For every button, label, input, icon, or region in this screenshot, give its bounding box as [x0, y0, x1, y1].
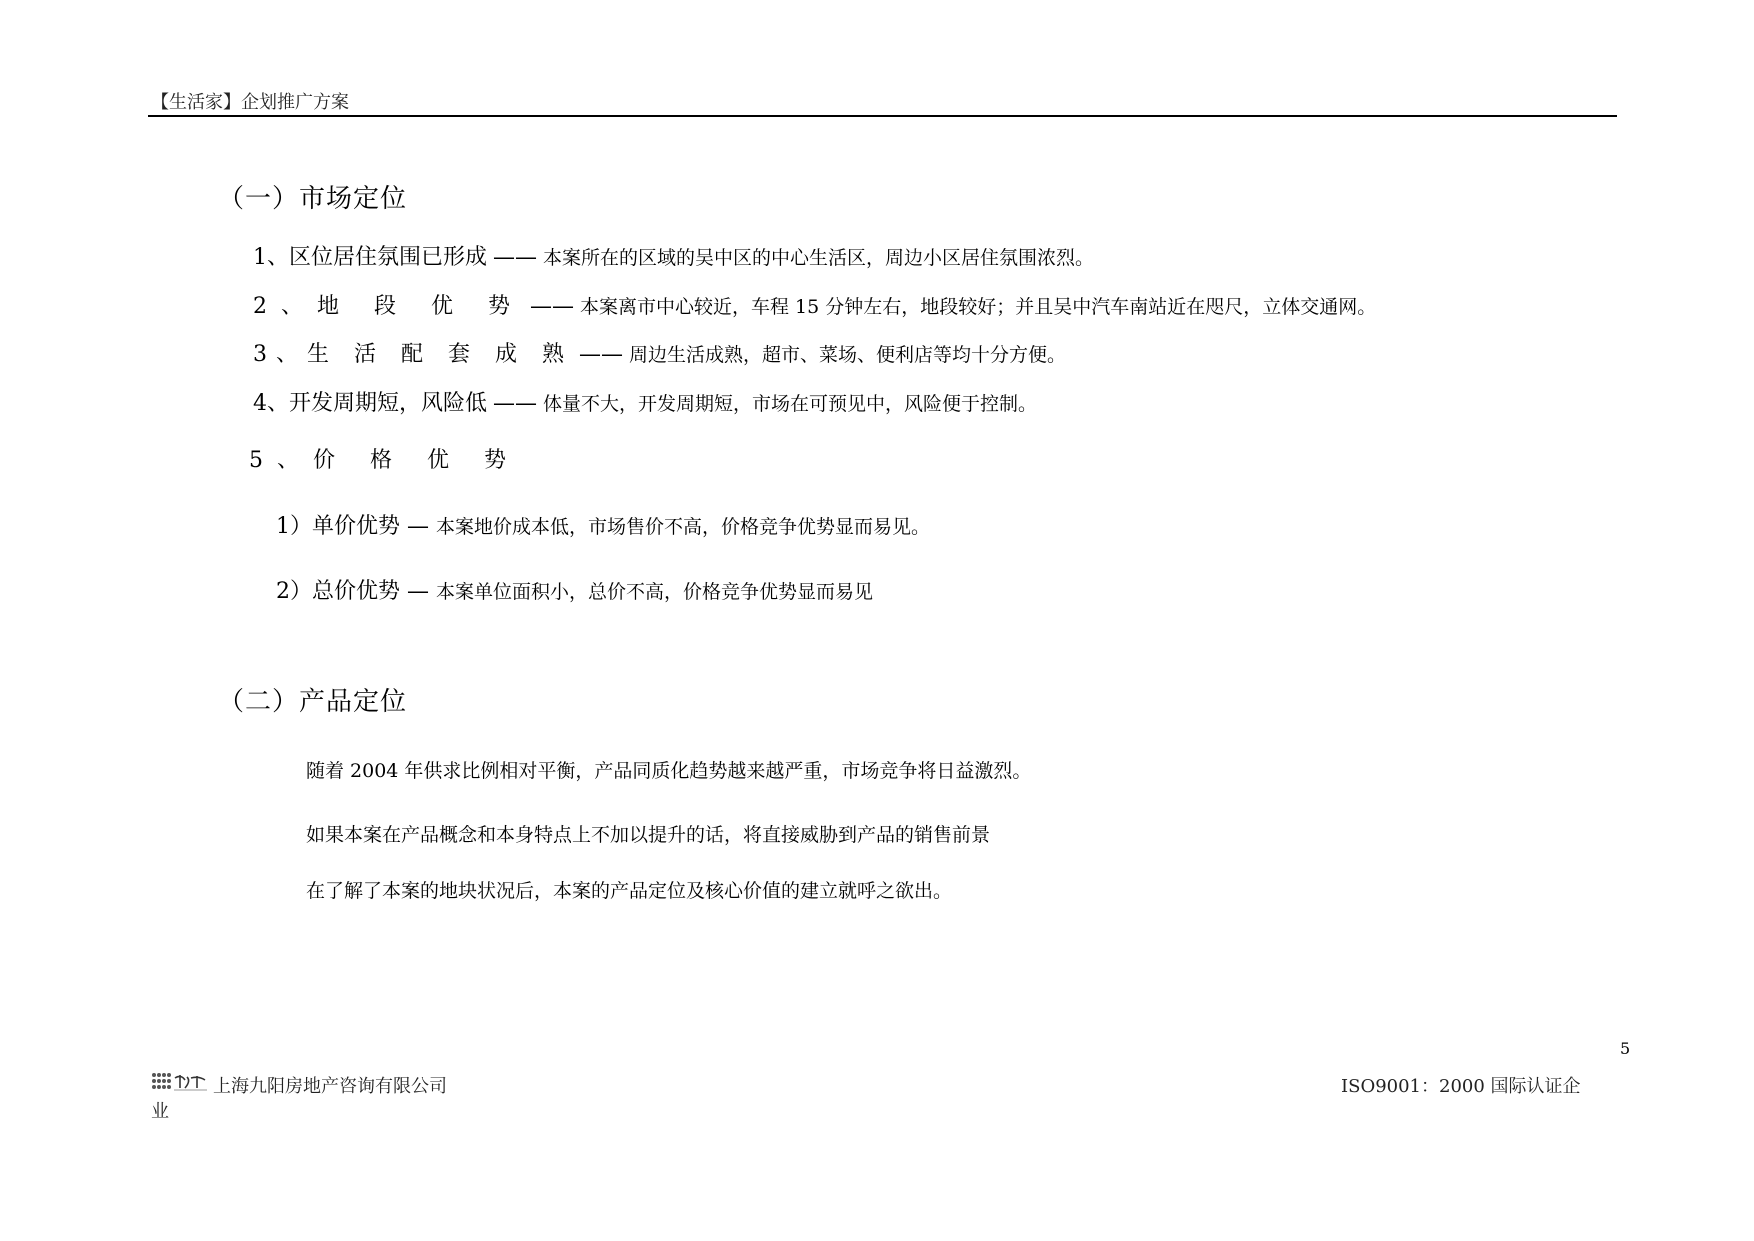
- nine-sun-logo-icon: [151, 1072, 209, 1092]
- header-divider: [148, 115, 1617, 117]
- item-dash: ——: [493, 245, 537, 270]
- footer-certification-continued: 业: [151, 1101, 169, 1122]
- item-dash: ——: [493, 391, 537, 416]
- sub-list-item: [276, 509, 930, 540]
- paragraph: 如果本案在产品概念和本身特点上不加以提升的话，将直接威胁到产品的销售前景: [306, 824, 991, 846]
- header-title: 【生活家】企划推广方案: [151, 92, 349, 113]
- sub-item-dash: —: [407, 579, 429, 604]
- sub-item-text: 本案单位面积小，总价不高，价格竞争优势显而易见: [436, 581, 874, 603]
- list-item: [253, 289, 1376, 320]
- section-title-product: （二）产品定位: [218, 687, 408, 717]
- item-text: 本案离市中心较近，车程 15 分钟左右，地段较好；并且吴中汽车南站近在咫尺，立体交通网。: [579, 296, 1377, 318]
- sub-item-dash: —: [407, 514, 429, 539]
- item-label: 1、区位居住氛围已形成: [253, 245, 487, 270]
- sub-item-text: 本案地价成本低，市场售价不高，价格竞争优势显而易见。: [436, 516, 931, 538]
- item-label: 2、地 段 优 势: [253, 294, 524, 319]
- list-item: [253, 240, 1094, 271]
- item-dash: ——: [578, 342, 623, 367]
- item-label: 5、价 格 优 势: [249, 448, 520, 473]
- list-item: [253, 386, 1037, 417]
- paragraph: 在了解了本案的地块状况后，本案的产品定位及核心价值的建立就呼之欲出。: [306, 880, 953, 902]
- item-label: 4、开发周期短，风险低: [253, 391, 487, 416]
- item-text: 体量不大，开发周期短，市场在可预见中，风险便于控制。: [543, 393, 1038, 415]
- paragraph: 随着 2004 年供求比例相对平衡，产品同质化趋势越来越严重，市场竞争将日益激烈。: [306, 760, 1032, 782]
- item-label: 3、生 活 配 套 成 熟: [253, 342, 573, 367]
- list-item: [253, 337, 1066, 368]
- section-title-market: （一）市场定位: [218, 184, 408, 214]
- list-item: [249, 443, 520, 474]
- footer-company: 上海九阳房地产咨询有限公司: [213, 1076, 447, 1097]
- page-number: 5: [1620, 1039, 1631, 1058]
- sub-item-label: 2）总价优势: [276, 579, 400, 604]
- item-text: 本案所在的区域的吴中区的中心生活区，周边小区居住氛围浓烈。: [543, 247, 1095, 269]
- item-dash: ——: [529, 294, 574, 319]
- sub-item-label: 1）单价优势: [276, 514, 400, 539]
- sub-list-item: [276, 574, 873, 605]
- footer-certification: ISO9001：2000 国际认证企: [1341, 1076, 1581, 1097]
- item-text: 周边生活成熟，超市、菜场、便利店等均十分方便。: [628, 344, 1066, 366]
